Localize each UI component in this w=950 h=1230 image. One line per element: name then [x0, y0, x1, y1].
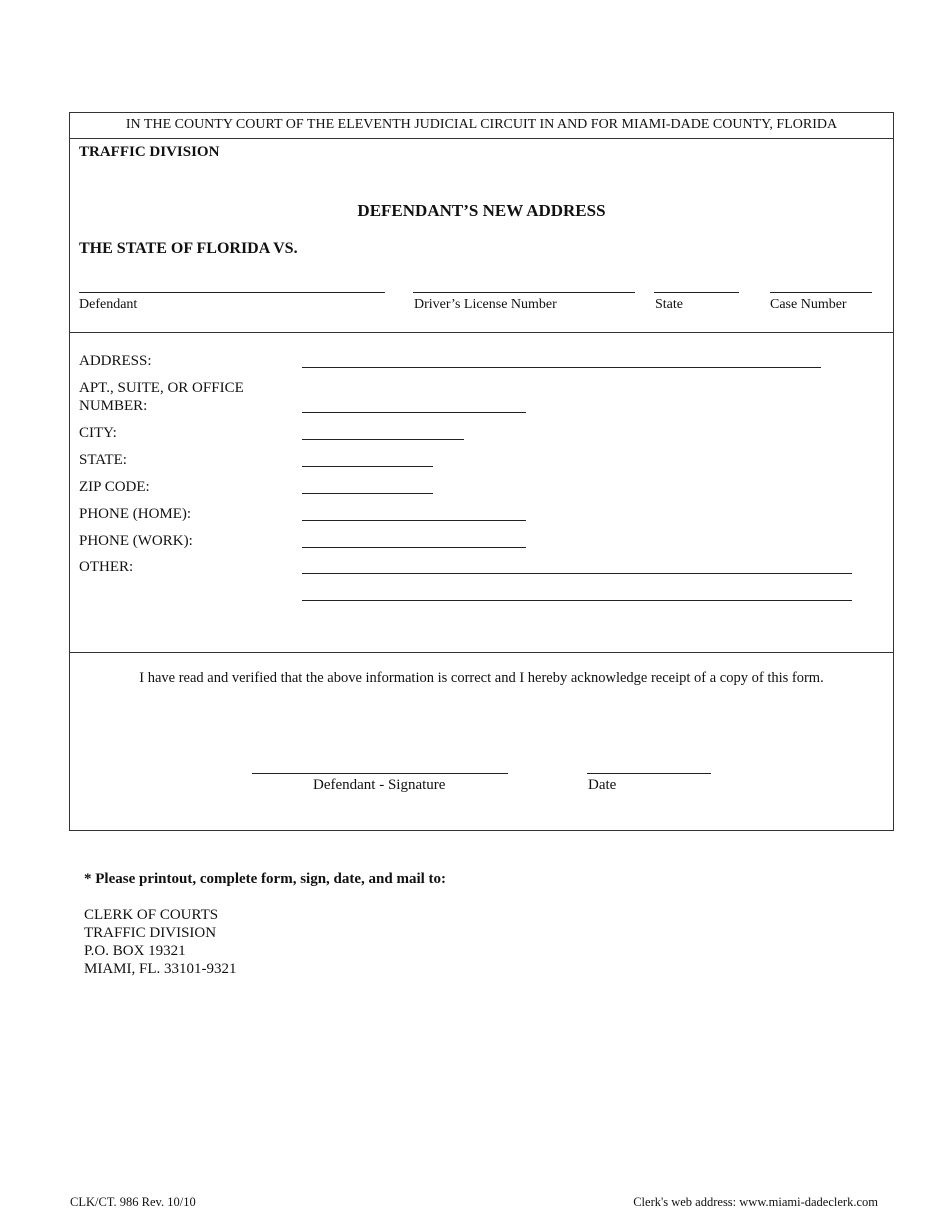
city-label: CITY: [79, 425, 117, 441]
division-label: TRAFFIC DIVISION [79, 144, 220, 160]
divider [69, 138, 894, 139]
form-id: CLK/CT. 986 Rev. 10/10 [70, 1195, 196, 1209]
apt-label-2: NUMBER: [79, 398, 148, 414]
phone-home-label: PHONE (HOME): [79, 506, 192, 522]
other-label: OTHER: [79, 559, 134, 575]
case-caption: THE STATE OF FLORIDA VS. [79, 240, 298, 257]
divider [69, 652, 894, 653]
city-line[interactable] [302, 439, 464, 440]
other-line[interactable] [302, 573, 852, 574]
date-line[interactable] [587, 773, 711, 774]
mail-address-line: CLERK OF COURTS [84, 907, 219, 923]
apt-line[interactable] [302, 412, 526, 413]
divider [69, 332, 894, 333]
mail-address-line: MIAMI, FL. 33101-9321 [84, 961, 237, 977]
form-title: DEFENDANT’S NEW ADDRESS [357, 201, 606, 220]
defendant-line[interactable] [79, 292, 385, 293]
acknowledgement-text: I have read and verified that the above information is correct and I hereby acknowledge receipt of a copy of this form. [139, 670, 824, 686]
license-line[interactable] [413, 292, 635, 293]
other-line-2[interactable] [302, 600, 852, 601]
address-label: ADDRESS: [79, 353, 152, 369]
clerk-web-address: Clerk's web address: www.miami-dadeclerk.com [633, 1195, 878, 1209]
apt-label-1: APT., SUITE, OR OFFICE [79, 380, 244, 396]
phone-work-label: PHONE (WORK): [79, 533, 193, 549]
court-header: IN THE COUNTY COURT OF THE ELEVENTH JUDICIAL CIRCUIT IN AND FOR MIAMI-DADE COUNTY, FLORIDA [125, 117, 838, 132]
mail-address-line: TRAFFIC DIVISION [84, 925, 217, 941]
zip-line[interactable] [302, 493, 433, 494]
mail-address-line: P.O. BOX 19321 [84, 943, 186, 959]
case-number-line[interactable] [770, 292, 872, 293]
mail-instructions: * Please printout, complete form, sign, date, and mail to: [84, 871, 447, 887]
case-number-label: Case Number [770, 297, 847, 312]
state-label: State [655, 297, 683, 312]
signature-line[interactable] [252, 773, 508, 774]
state-field-line[interactable] [302, 466, 433, 467]
date-label: Date [588, 777, 617, 793]
address-line[interactable] [302, 367, 821, 368]
phone-home-line[interactable] [302, 520, 526, 521]
license-label: Driver’s License Number [414, 297, 557, 312]
zip-label: ZIP CODE: [79, 479, 150, 495]
defendant-label: Defendant [79, 297, 138, 312]
state-line[interactable] [654, 292, 739, 293]
state-field-label: STATE: [79, 452, 127, 468]
signature-label: Defendant - Signature [313, 777, 446, 793]
phone-work-line[interactable] [302, 547, 526, 548]
